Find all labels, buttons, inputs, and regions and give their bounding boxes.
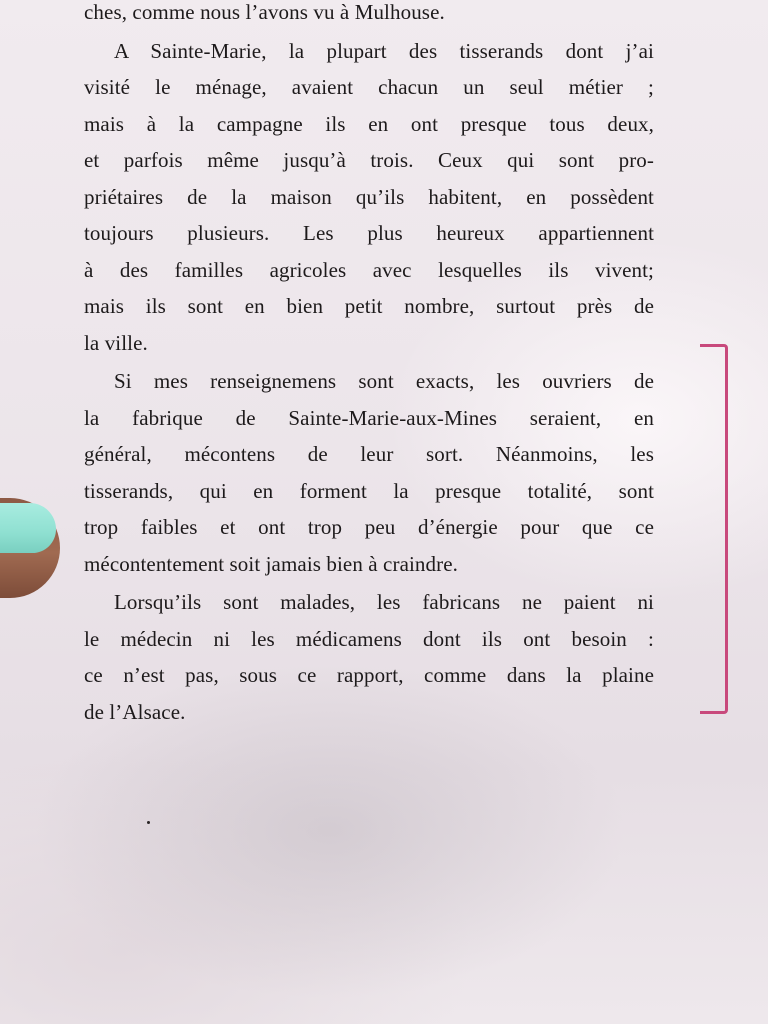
- text-line: trop faibles et ont trop peu d’énergie pour que ce: [84, 515, 654, 539]
- paragraph-weavers-households: [84, 33, 654, 362]
- text-line: le médecin ni les médicamens dont ils ont besoin :: [84, 626, 654, 651]
- paragraph-workers-discontent: [84, 363, 654, 582]
- text-line: Si mes renseignemens sont exacts, les ouvriers de: [114, 369, 654, 393]
- text-line: à des familles agricoles avec lesquelles ils vivent;: [84, 257, 654, 282]
- text-line: tisserands, qui en forment la presque totalité, sont: [84, 478, 654, 503]
- text-line: Lorsqu’ils sont malades, les fabricans ne paient ni: [114, 590, 654, 614]
- text-line: mais ils sont en bien petit nombre, surtout près de: [84, 294, 654, 318]
- text-line: toujours plusieurs. Les plus heureux appartiennent: [84, 221, 654, 245]
- text-line: ches, comme nous l’avons vu à Mulhouse.: [84, 0, 445, 24]
- text-line: ce n’est pas, sous ce rapport, comme dans la plaine: [84, 663, 654, 687]
- text-line: et parfois même jusqu’à trois. Ceux qui sont pro-: [84, 148, 654, 172]
- page-text: [84, 0, 654, 730]
- text-line: visité le ménage, avaient chacun un seul métier ;: [84, 75, 654, 99]
- text-line: de l’Alsace.: [84, 699, 186, 724]
- paragraph-continuation: [84, 0, 654, 31]
- text-line: la ville.: [84, 330, 148, 355]
- paper-speck: [147, 821, 150, 824]
- text-line: général, mécontens de leur sort. Néanmoins, les: [84, 442, 654, 466]
- painted-fingernail: [0, 503, 56, 553]
- text-line: la fabrique de Sainte-Marie-aux-Mines seraient, en: [84, 405, 654, 430]
- text-line: mais à la campagne ils en ont presque tous deux,: [84, 111, 654, 136]
- paragraph-sickness-care: [84, 584, 654, 730]
- margin-bracket-annotation: [700, 344, 728, 714]
- text-line: mécontentement soit jamais bien à craindre.: [84, 551, 458, 576]
- text-line: A Sainte-Marie, la plupart des tisserands dont j’ai: [114, 38, 654, 63]
- text-line: priétaires de la maison qu’ils habitent, en possèdent: [84, 184, 654, 209]
